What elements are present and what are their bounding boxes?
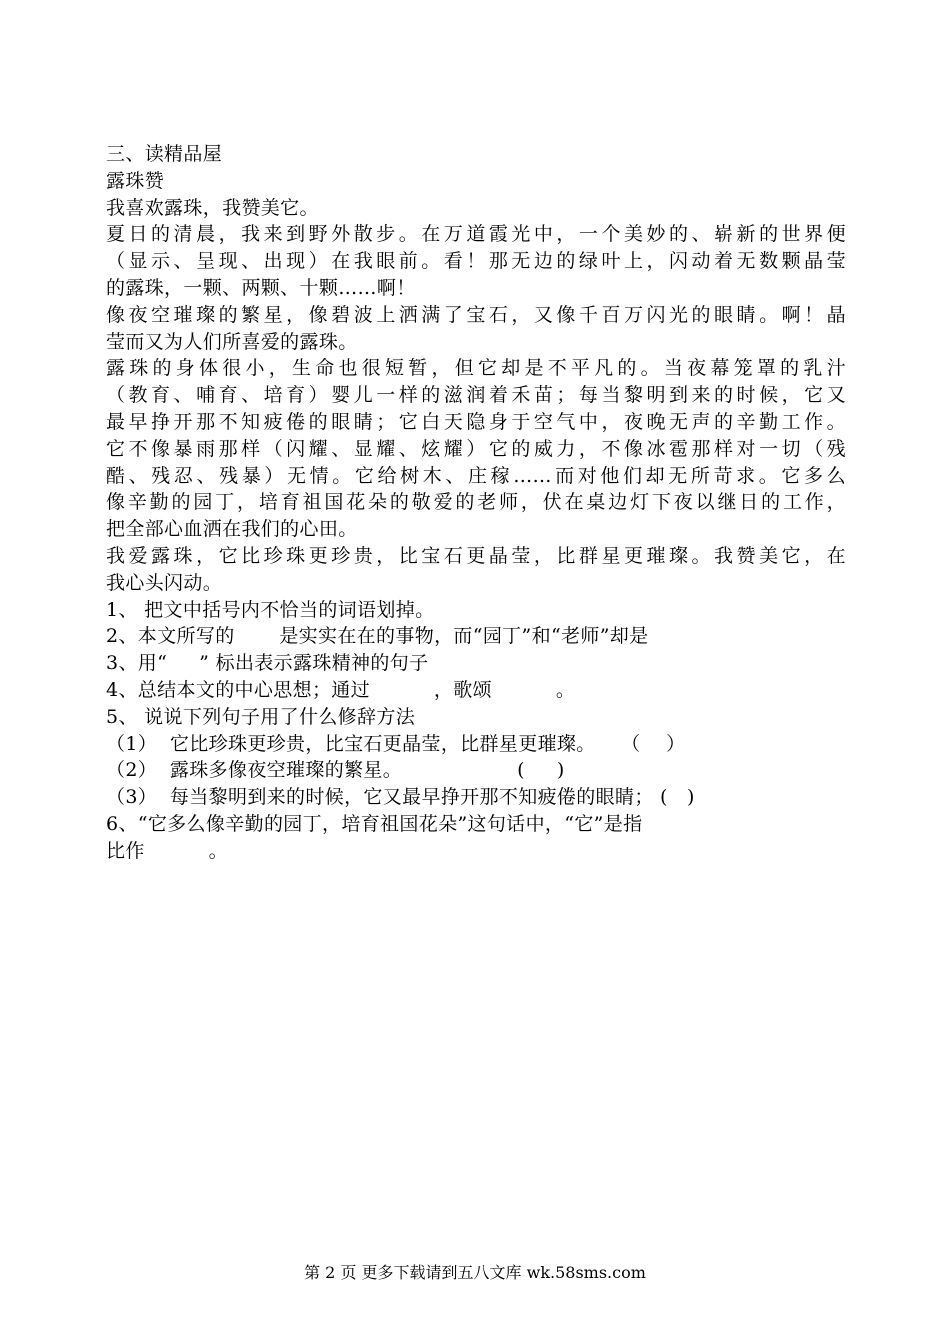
passage-line: 我心头闪动。	[106, 571, 223, 594]
passage-line: （显示、呈现、出现）在我眼前。看！那无边的绿叶上，闪动着无数颗晶莹	[106, 250, 846, 273]
passage-line: 像夜空璀璨的繁星，像碧波上洒满了宝石，又像千百万闪光的眼睛。啊！晶	[106, 303, 846, 326]
passage	[106, 195, 846, 597]
passage-line: 酷、残忍、残暴）无情。它给树木、庄稼……而对他们却无所苛求。它多么	[106, 464, 846, 487]
questions	[106, 597, 846, 865]
passage-line: 的露珠，一颗、两颗、十颗……啊！	[106, 276, 416, 299]
question-line: 5、 说说下列句子用了什么修辞方法	[106, 705, 416, 728]
section-heading: 三、读精品屋	[106, 143, 223, 165]
passage-line: 最早挣开那不知疲倦的眼睛；它白天隐身于空气中，夜晚无声的辛勤工作。	[106, 410, 846, 433]
document-body	[106, 141, 846, 865]
passage-line: 像辛勤的园丁，培育祖国花朵的敬爱的老师，伏在桌边灯下夜以继日的工作，	[106, 491, 846, 514]
passage-line: 把全部心血洒在我们的心田。	[106, 518, 358, 541]
question-line: 3、用“ ” 标出表示露珠精神的句子	[106, 652, 429, 675]
question-line: （2） 露珠多像夜空璀璨的繁星。 ( )	[106, 759, 565, 782]
question-line: 比作 。	[106, 839, 228, 862]
passage-line: 我喜欢露珠，我赞美它。	[106, 196, 319, 219]
question-line: 6、“它多么像辛勤的园丁，培育祖国花朵”这句话中，“它”是指	[106, 812, 643, 835]
question-line: （3） 每当黎明到来的时候，它又最早挣开那不知疲倦的眼睛； ( )	[106, 786, 695, 809]
passage-line: 露珠的身体很小，生命也很短暂，但它却是不平凡的。当夜幕笼罩的乳汁	[106, 357, 846, 380]
passage-line: （教育、哺育、培育）婴儿一样的滋润着禾苗；每当黎明到来的时候，它又	[106, 384, 846, 407]
passage-line: 它不像暴雨那样（闪耀、显耀、炫耀）它的威力，不像冰雹那样对一切（残	[106, 437, 846, 460]
page-footer: 第 2 页 更多下载请到五八文库 wk.58sms.com	[304, 1263, 646, 1282]
question-line: 4、总结本文的中心思想；通过 ，歌颂 。	[106, 678, 576, 701]
question-line: 1、 把文中括号内不恰当的词语划掉。	[106, 598, 435, 621]
question-line: 2、本文所写的 是实实在在的事物，而“园丁”和“老师”却是	[106, 625, 649, 648]
passage-line: 我爱露珠，它比珍珠更珍贵，比宝石更晶莹，比群星更璀璨。我赞美它，在	[106, 544, 846, 567]
passage-line: 莹而又为人们所喜爱的露珠。	[106, 330, 358, 353]
passage-line: 夏日的清晨，我来到野外散步。在万道霞光中，一个美妙的、崭新的世界便	[106, 223, 846, 246]
question-line: （1） 它比珍珠更珍贵，比宝石更晶莹，比群星更璀璨。 （ ）	[106, 732, 686, 755]
passage-title: 露珠赞	[106, 169, 165, 192]
